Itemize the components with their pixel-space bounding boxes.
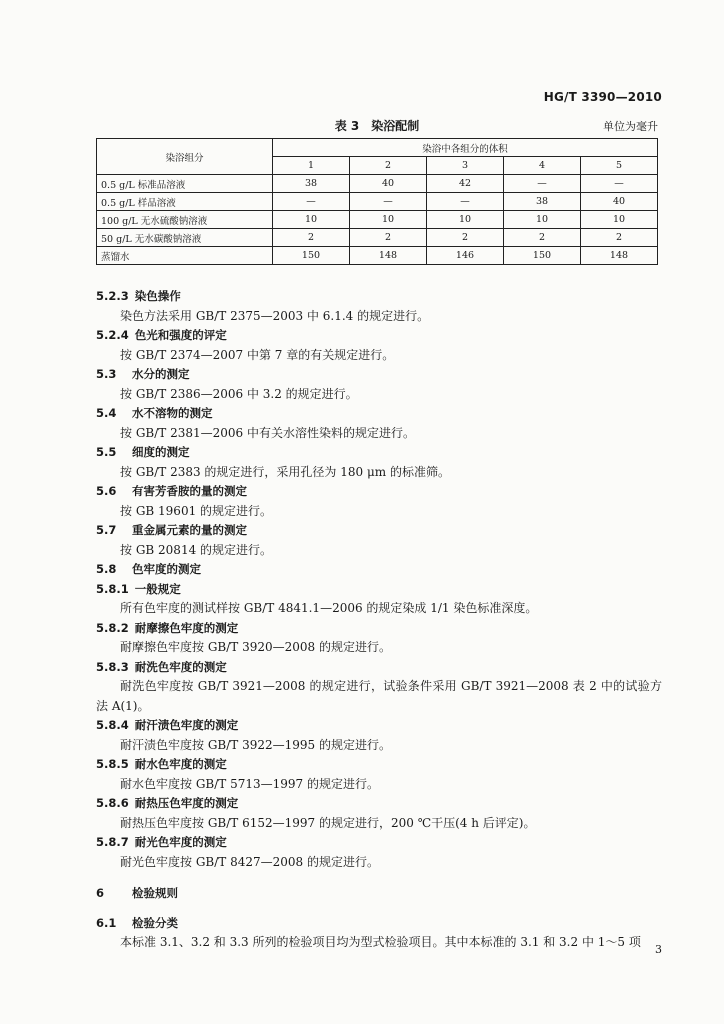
table-cell: 10	[581, 211, 658, 229]
chapter-number: 6	[96, 886, 105, 900]
section-heading	[96, 716, 662, 736]
table-cell: 2	[581, 229, 658, 247]
table-cell: —	[504, 175, 581, 193]
table-cell: 2	[504, 229, 581, 247]
table-row	[97, 211, 658, 229]
table-cell: —	[273, 193, 350, 211]
table-cell: 10	[273, 211, 350, 229]
table-cell: —	[350, 193, 427, 211]
table-group-header: 染浴中各组分的体积	[273, 139, 658, 157]
section-heading	[96, 287, 662, 307]
chapter-heading	[96, 884, 662, 904]
section-text: 按 GB/T 2386—2006 中 3.2 的规定进行。	[120, 386, 358, 401]
section-heading	[96, 326, 662, 346]
column-header: 1	[273, 157, 350, 175]
section-text: 染色方法采用 GB/T 2375—2003 中 6.1.4 的规定进行。	[120, 308, 430, 323]
section-heading	[96, 482, 662, 502]
table-title: 表 3 染浴配制	[334, 119, 420, 133]
row-label: 蒸馏水	[97, 247, 273, 265]
section-title: 水不溶物的测定	[132, 406, 213, 420]
section-number: 5.2.4	[96, 328, 129, 342]
section-heading	[96, 755, 662, 775]
section-heading	[96, 521, 662, 541]
section-text: 耐洗色牢度按 GB/T 3921—2008 的规定进行，试验条件采用 GB/T 3921—2008 表 2 中的试验方法 A(1)。	[96, 679, 662, 713]
table-row	[97, 247, 658, 265]
document-body	[96, 287, 662, 953]
section-text: 按 GB/T 2383 的规定进行，采用孔径为 180 μm 的标准筛。	[120, 464, 450, 479]
section-number: 5.3	[96, 367, 117, 381]
section-number: 5.2.3	[96, 289, 129, 303]
section-title: 重金属元素的量的测定	[132, 523, 247, 537]
section-title: 耐热压色牢度的测定	[134, 796, 239, 810]
section-text: 按 GB/T 2381—2006 中有关水溶性染料的规定进行。	[120, 425, 415, 440]
column-header: 3	[427, 157, 504, 175]
sections-container	[96, 287, 662, 872]
table-cell: 148	[581, 247, 658, 265]
section-number: 6.1	[96, 915, 117, 930]
page-number: 3	[655, 943, 662, 956]
table-cell: 42	[427, 175, 504, 193]
section-title: 色光和强度的评定	[134, 328, 227, 342]
table-cell: 2	[350, 229, 427, 247]
table-cell: —	[581, 175, 658, 193]
row-label: 50 g/L 无水碳酸钠溶液	[97, 229, 273, 247]
section-text: 耐光色牢度按 GB/T 8427—2008 的规定进行。	[120, 854, 379, 869]
section-heading	[96, 619, 662, 639]
section-heading	[96, 914, 662, 934]
section-heading	[96, 658, 662, 678]
table-cell: 10	[350, 211, 427, 229]
table-cell: 10	[427, 211, 504, 229]
section-text: 耐热压色牢度按 GB/T 6152—1997 的规定进行，200 ℃干压(4 h 后评定)。	[120, 815, 536, 830]
section-title: 色牢度的测定	[132, 562, 201, 576]
table-corner-header: 染浴组分	[97, 139, 273, 175]
table-cell: —	[427, 193, 504, 211]
section-title: 耐水色牢度的测定	[134, 757, 227, 771]
table-cell: 148	[350, 247, 427, 265]
column-header: 5	[581, 157, 658, 175]
row-label: 100 g/L 无水硫酸钠溶液	[97, 211, 273, 229]
section-number: 5.8.7	[96, 835, 129, 849]
dye-bath-table	[96, 138, 658, 265]
table-cell: 2	[427, 229, 504, 247]
section-title: 染色操作	[134, 289, 181, 303]
section-title: 耐洗色牢度的测定	[134, 659, 227, 674]
section-heading	[96, 833, 662, 853]
table-cell: 38	[273, 175, 350, 193]
column-header: 2	[350, 157, 427, 175]
section-title: 有害芳香胺的量的测定	[132, 484, 247, 498]
section-heading	[96, 794, 662, 814]
section-heading	[96, 580, 662, 600]
table-cell: 146	[427, 247, 504, 265]
section-text: 本标准 3.1、3.2 和 3.3 所列的检验项目均为型式检验项目。其中本标准的 3.1 和 3.2 中 1～5 项	[120, 935, 641, 949]
section-number: 5.4	[96, 406, 117, 420]
table-caption	[96, 117, 658, 133]
section-number: 5.8.4	[96, 718, 129, 732]
table-cell: 38	[504, 193, 581, 211]
table-cell: 40	[581, 193, 658, 211]
section-text: 耐摩擦色牢度按 GB/T 3920—2008 的规定进行。	[120, 640, 391, 654]
table-unit: 单位为毫升	[603, 120, 658, 133]
section-title: 耐汗渍色牢度的测定	[134, 718, 239, 732]
table-row	[97, 229, 658, 247]
section-number: 5.5	[96, 445, 117, 459]
table-cell: 10	[504, 211, 581, 229]
section-title: 耐光色牢度的测定	[134, 835, 227, 849]
section-text: 按 GB/T 2374—2007 中第 7 章的有关规定进行。	[120, 347, 395, 362]
section-number: 5.8.5	[96, 757, 129, 771]
section-title: 一般规定	[134, 581, 181, 596]
section-heading	[96, 443, 662, 463]
table-cell: 40	[350, 175, 427, 193]
column-header: 4	[504, 157, 581, 175]
section-number: 5.8	[96, 562, 117, 576]
section-heading	[96, 560, 662, 580]
table-row	[97, 193, 658, 211]
section-number: 5.8.3	[96, 659, 129, 674]
section-number: 5.8.6	[96, 796, 129, 810]
section-text: 耐水色牢度按 GB/T 5713—1997 的规定进行。	[120, 776, 379, 791]
section-heading	[96, 365, 662, 385]
section-title: 耐摩擦色牢度的测定	[134, 620, 239, 635]
section-title: 细度的测定	[132, 445, 190, 459]
table-row	[97, 175, 658, 193]
chapter-title: 检验规则	[132, 886, 178, 900]
section-text: 所有色牢度的测试样按 GB/T 4841.1—2006 的规定染成 1/1 染色标准深度。	[120, 601, 538, 615]
table-cell: 150	[504, 247, 581, 265]
section-text: 按 GB 19601 的规定进行。	[120, 503, 273, 518]
table-cell: 150	[273, 247, 350, 265]
row-label: 0.5 g/L 标准品溶液	[97, 175, 273, 193]
section-text: 按 GB 20814 的规定进行。	[120, 542, 273, 557]
section-number: 5.6	[96, 484, 117, 498]
section-number: 5.7	[96, 523, 117, 537]
table-cell: 2	[273, 229, 350, 247]
section-text: 耐汗渍色牢度按 GB/T 3922—1995 的规定进行。	[120, 737, 391, 752]
section-number: 5.8.2	[96, 620, 129, 635]
section-number: 5.8.1	[96, 581, 129, 596]
section-heading	[96, 404, 662, 424]
row-label: 0.5 g/L 样品溶液	[97, 193, 273, 211]
section-title: 水分的测定	[132, 367, 190, 381]
standard-code: HG/T 3390—2010	[543, 90, 662, 104]
section-title: 检验分类	[132, 915, 178, 930]
